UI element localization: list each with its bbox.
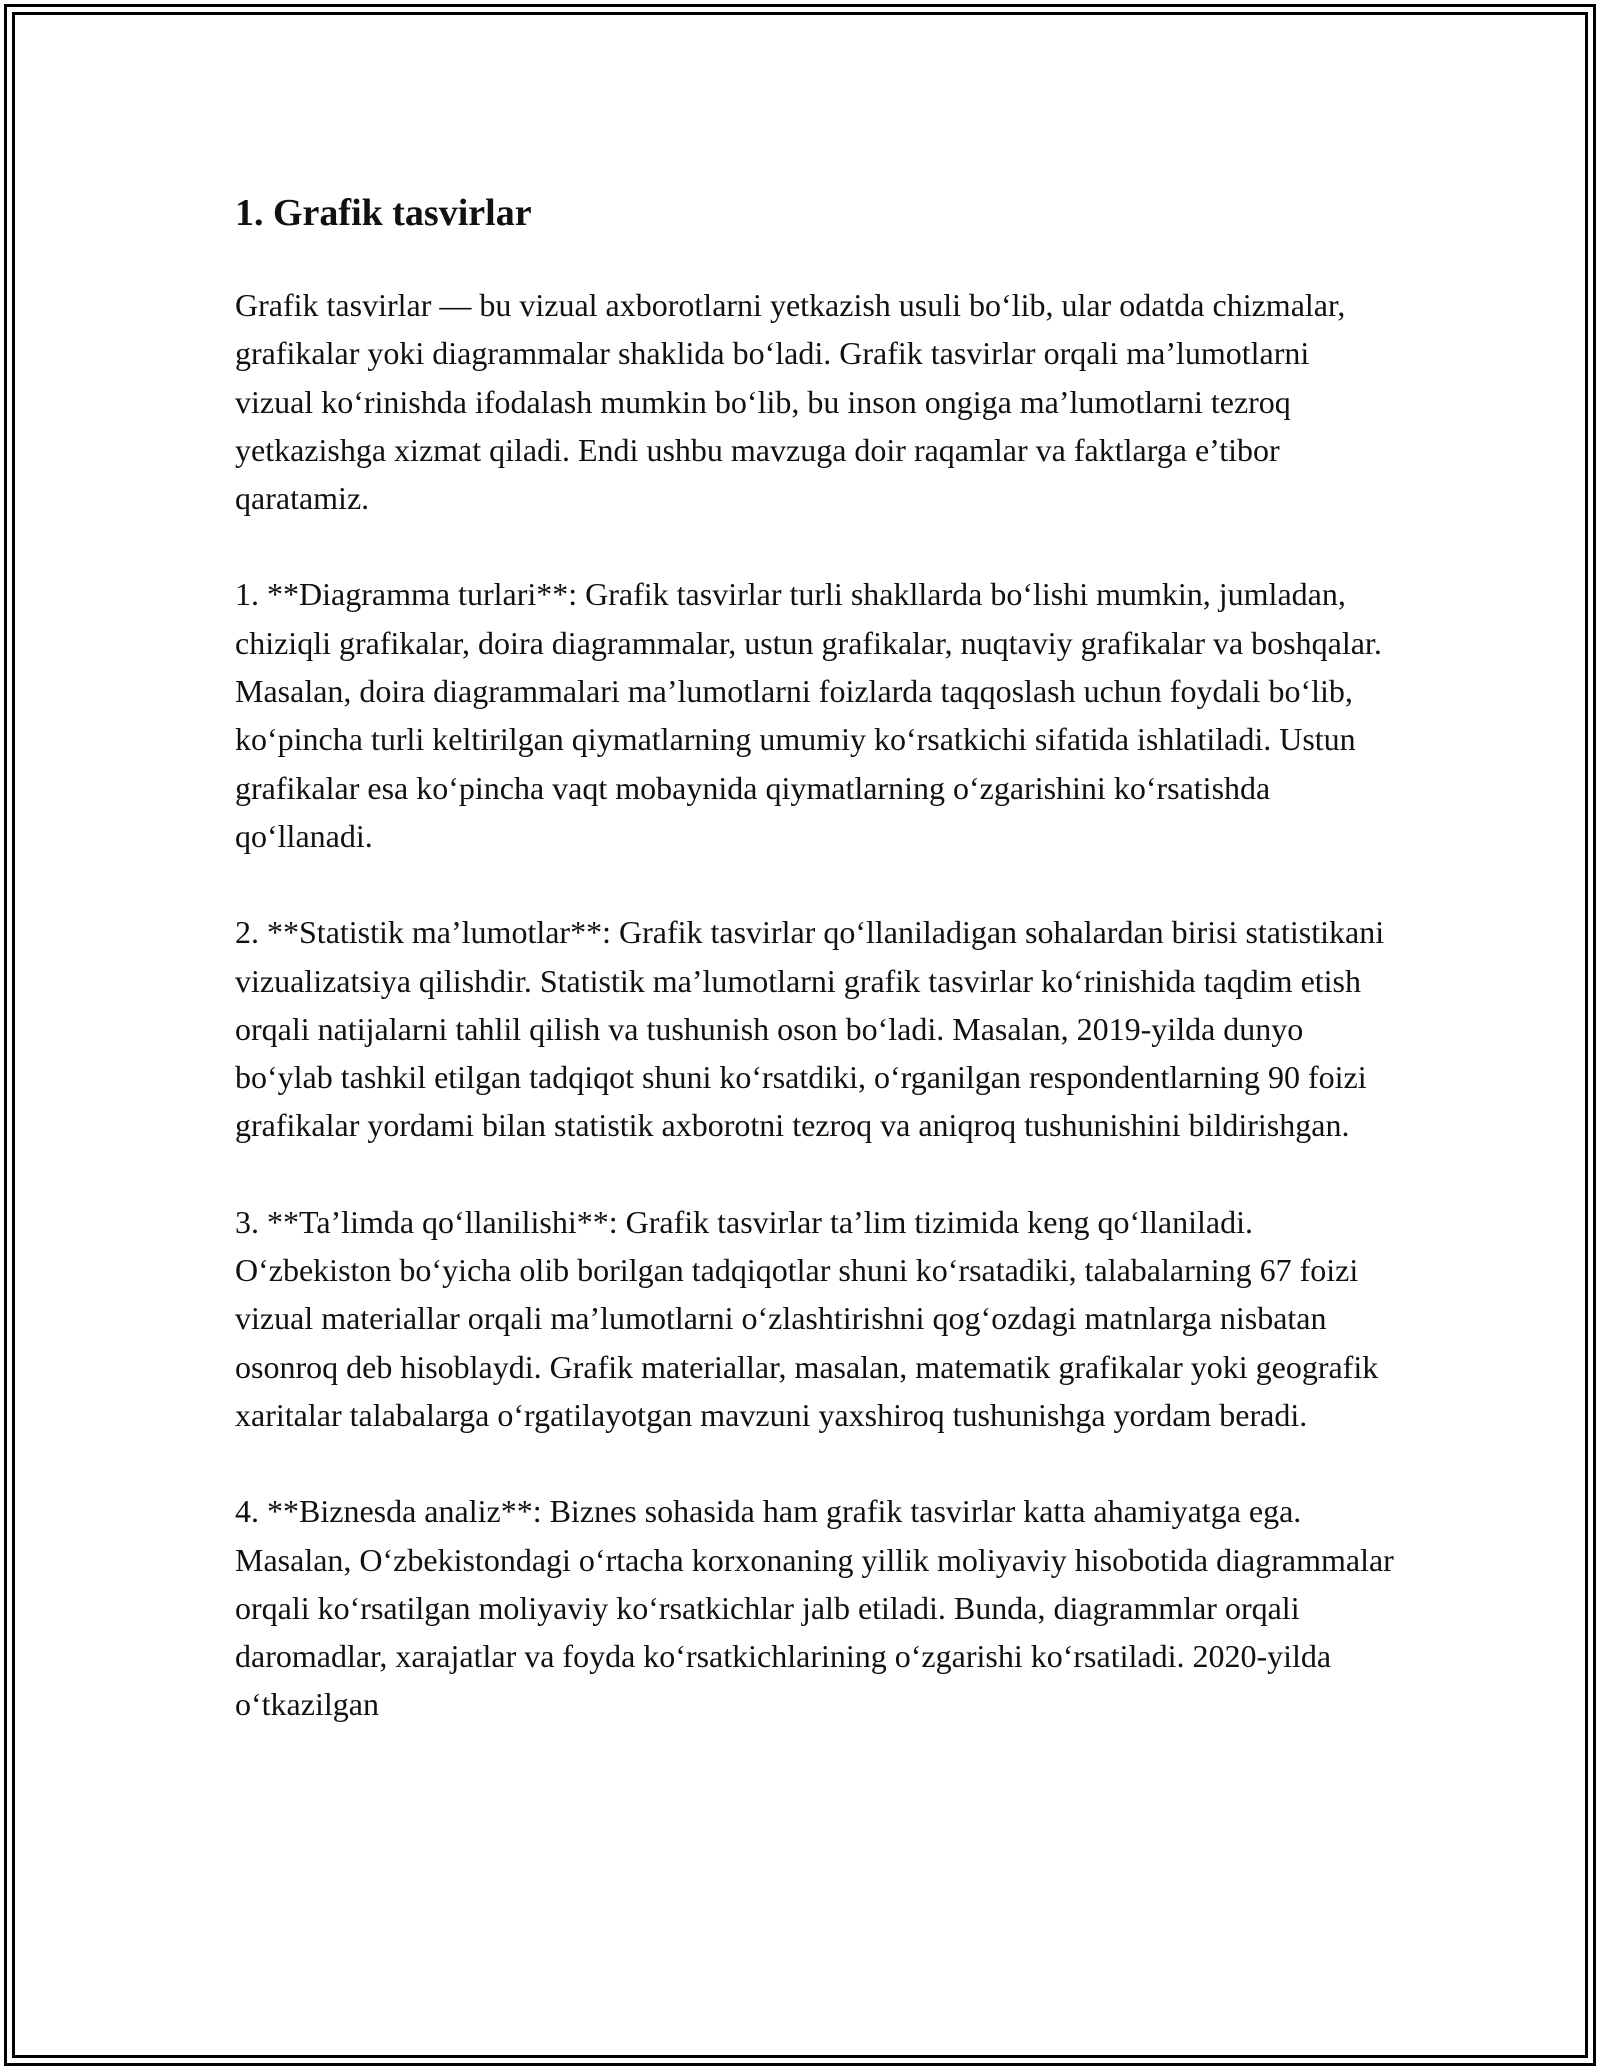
paragraph-diagram-types: 1. **Diagramma turlari**: Grafik tasvirlar turli shakllarda bo‘lishi mumkin, jumladan, chiziqli grafikalar, doira diagrammalar, ustun grafikalar, nuqtaviy grafikalar va boshqalar. Masalan, doira diagrammalari ma’lumotlarni foizlarda taqqoslash uchun foydali bo‘lib, ko‘pincha turli keltirilgan qiymatlarning umumiy ko‘rsatkichi sifatida ishlatiladi. Ustun grafikalar esa ko‘pincha vaqt mobaynida qiymatlarning o‘zgarishini ko‘rsatishda qo‘llanadi. bbox=[235, 576, 1382, 854]
paragraph-statistics: 2. **Statistik ma’lumotlar**: Grafik tasvirlar qo‘llaniladigan sohalardan birisi statistikani vizualizatsiya qilishdir. Statistik ma’lumotlarni grafik tasvirlar ko‘rinishida taqdim etish orqali natijalarni tahlil qilish va tushunish oson bo‘ladi. Masalan, 2019-yilda dunyo bo‘ylab tashkil etilgan tadqiqot shuni ko‘rsatdiki, o‘rganilgan respondentlarning 90 foizi grafikalar yordami bilan statistik axborotni tezroq va aniqroq tushunishini bildirishgan. bbox=[235, 914, 1385, 1144]
section-heading: 1. Grafik tasvirlar bbox=[235, 192, 532, 234]
paragraph-education: 3. **Ta’limda qo‘llanilishi**: Grafik tasvirlar ta’lim tizimida keng qo‘llaniladi. O‘zbekiston bo‘yicha olib borilgan tadqiqotlar shuni ko‘rsatadiki, talabalarning 67 foizi vizual materiallar orqali ma’lumotlarni o‘zlashtirishni qog‘ozdagi matnlarga nisbatan osonroq deb hisoblaydi. Grafik materiallar, masalan, matematik grafikalar yoki geografik xaritalar talabalarga o‘rgatilayotgan mavzuni yaxshiroq tushunishga yordam beradi. bbox=[235, 1203, 1379, 1433]
paragraph-intro: Grafik tasvirlar — bu vizual axborotlarni yetkazish usuli bo‘lib, ular odatda chizmalar, grafikalar yoki diagrammalar shaklida bo‘ladi. Grafik tasvirlar orqali ma’lumotlarni vizual ko‘rinishda ifodalash mumkin bo‘lib, bu inson ongiga ma’lumotlarni tezroq yetkazishga xizmat qiladi. Endi ushbu mavzuga doir raqamlar va faktlarga e’tibor qaratamiz. bbox=[235, 287, 1346, 517]
paragraph-business: 4. **Biznesda analiz**: Biznes sohasida ham grafik tasvirlar katta ahamiyatga ega. Masalan, O‘zbekistondagi o‘rtacha korxonaning yillik moliyaviy hisobotida diagrammalar orqali ko‘rsatilgan moliyaviy ko‘rsatkichlar jalb etiladi. Bunda, diagrammlar orqali daromadlar, xarajatlar va foyda ko‘rsatkichlarining o‘zgarishi ko‘rsatiladi. 2020-yilda o‘tkazilgan bbox=[235, 1493, 1394, 1723]
document-body bbox=[235, 185, 1395, 1777]
